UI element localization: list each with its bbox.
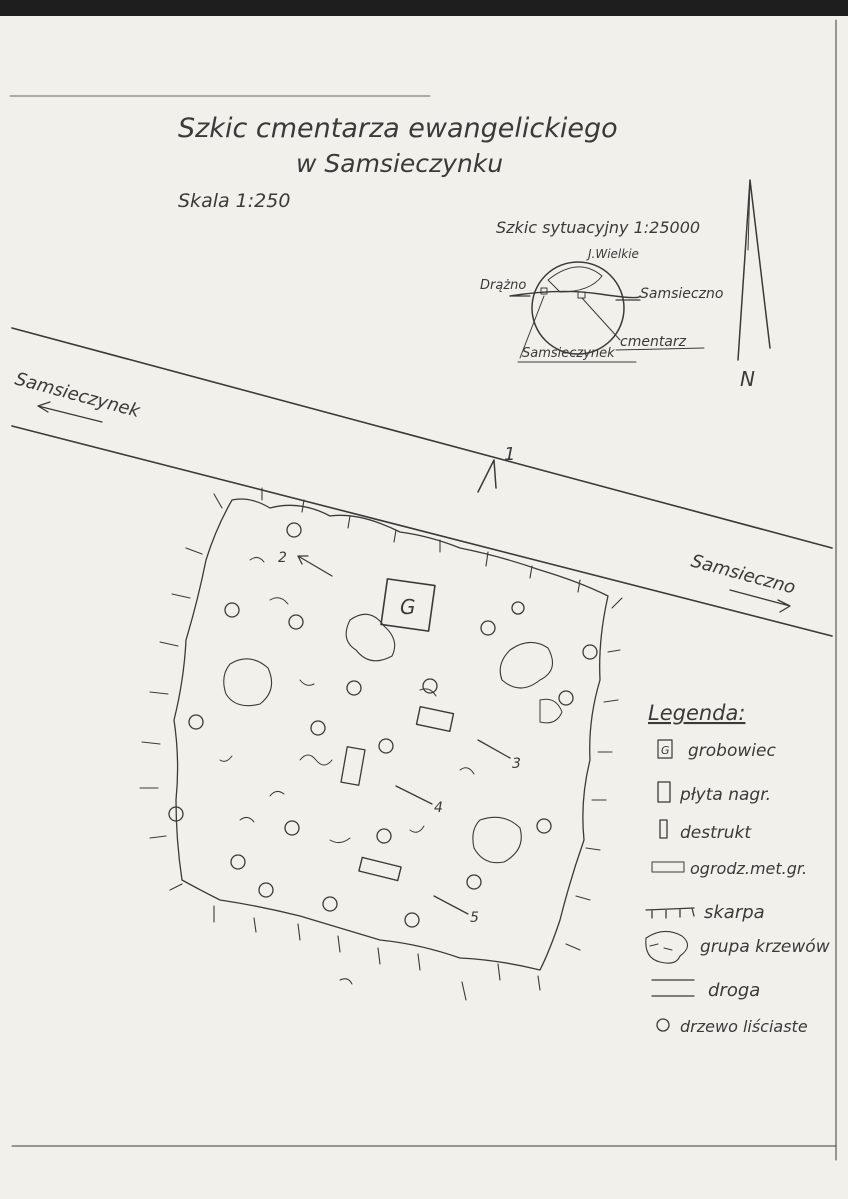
- scale-label: Skala 1:250: [178, 190, 291, 212]
- tree: [231, 855, 245, 869]
- tree: [377, 829, 391, 843]
- marker-arrow: [478, 740, 510, 758]
- legend-item-label: grobowiec: [688, 741, 776, 761]
- cemetery-area: [140, 488, 622, 1000]
- marker-3: 3: [512, 756, 521, 772]
- legend-shrubs-symbol: [646, 931, 688, 963]
- legend-slab-symbol: [658, 782, 670, 802]
- road-label-right: Samsieczno: [688, 550, 798, 599]
- legend-title: Legenda:: [648, 701, 746, 725]
- tree: [225, 603, 239, 617]
- legend-fence-symbol: [652, 862, 684, 872]
- tree: [379, 739, 393, 753]
- marker-arrow: [298, 556, 332, 576]
- tree: [583, 645, 597, 659]
- marker-arrow: [434, 896, 468, 914]
- tree: [481, 621, 495, 635]
- escarpment-ticks: [140, 488, 622, 1000]
- lake-label: J.Wielkie: [588, 247, 639, 261]
- north-arrow: [738, 180, 770, 391]
- legend-tomb-letter: G: [661, 744, 670, 757]
- road-edge-upper: [12, 328, 832, 548]
- top-dark-edge: [0, 0, 848, 16]
- tree: [285, 821, 299, 835]
- marker-arrow: [396, 786, 432, 804]
- legend-item-label: droga: [708, 980, 761, 1001]
- situation-circle: [532, 262, 624, 354]
- grave-features: [341, 579, 453, 881]
- village-label: Samsieczynek: [522, 346, 615, 361]
- legend-tree-symbol: [657, 1019, 669, 1031]
- legend-item-label: skarpa: [704, 902, 765, 923]
- tree: [405, 913, 419, 927]
- tree: [512, 602, 524, 614]
- legend-item-label: ogrodz.met.gr.: [690, 859, 808, 878]
- tree: [287, 523, 301, 537]
- tree: [347, 681, 361, 695]
- tree: [559, 691, 573, 705]
- title-line-2: w Samsieczynku: [296, 149, 504, 178]
- marker-2: 2: [278, 550, 287, 566]
- cemetery-mark: [578, 292, 585, 298]
- north-label: N: [740, 367, 755, 391]
- shrub-group: [500, 642, 552, 688]
- tree: [323, 897, 337, 911]
- vegetation-scribbles: [220, 557, 474, 984]
- tomb-label: G: [400, 595, 416, 619]
- shrub-group: [540, 699, 562, 723]
- east-label: Samsieczno: [640, 286, 724, 302]
- lake-shape: [548, 267, 602, 292]
- situation-title: Szkic sytuacyjny 1:25000: [496, 218, 701, 237]
- grave-slab: [417, 707, 454, 732]
- shrub-group: [224, 659, 272, 706]
- entry-arrow: [478, 460, 496, 492]
- metal-fence: [341, 747, 365, 786]
- village-mark: [541, 288, 547, 294]
- trees: [169, 523, 597, 927]
- shrub-group: [473, 817, 521, 862]
- tree: [259, 883, 273, 897]
- shrub-group: [346, 614, 395, 661]
- tree: [311, 721, 325, 735]
- legend-item-label: płyta nagr.: [680, 785, 772, 805]
- tree: [537, 819, 551, 833]
- tree: [189, 715, 203, 729]
- grave-slab: [359, 857, 401, 880]
- tree: [467, 875, 481, 889]
- road-edge-lower: [12, 426, 832, 636]
- cemetery-leader: [582, 298, 620, 340]
- tree: [289, 615, 303, 629]
- road-label-left: Samsieczynek: [12, 368, 143, 423]
- legend-item-label: destrukt: [680, 823, 752, 843]
- west-label: Drążno: [480, 278, 527, 293]
- legend-destroyed-symbol: [660, 820, 667, 838]
- legend-item-label: drzewo liściaste: [680, 1017, 808, 1036]
- marker-4: 4: [434, 800, 443, 816]
- road: [12, 328, 832, 636]
- legend-escarpment-symbol: [646, 908, 694, 918]
- legend-item-label: grupa krzewów: [700, 937, 830, 957]
- cemetery-label: cmentarz: [620, 334, 686, 350]
- title-line-1: Szkic cmentarza ewangelickiego: [178, 113, 618, 144]
- tree: [423, 679, 437, 693]
- entry-marker: 1: [504, 444, 516, 465]
- legend-road-symbol: [652, 980, 694, 996]
- marker-5: 5: [470, 910, 479, 926]
- situation-sketch: [480, 218, 723, 362]
- legend: [646, 701, 830, 1036]
- cemetery-boundary: [174, 499, 608, 970]
